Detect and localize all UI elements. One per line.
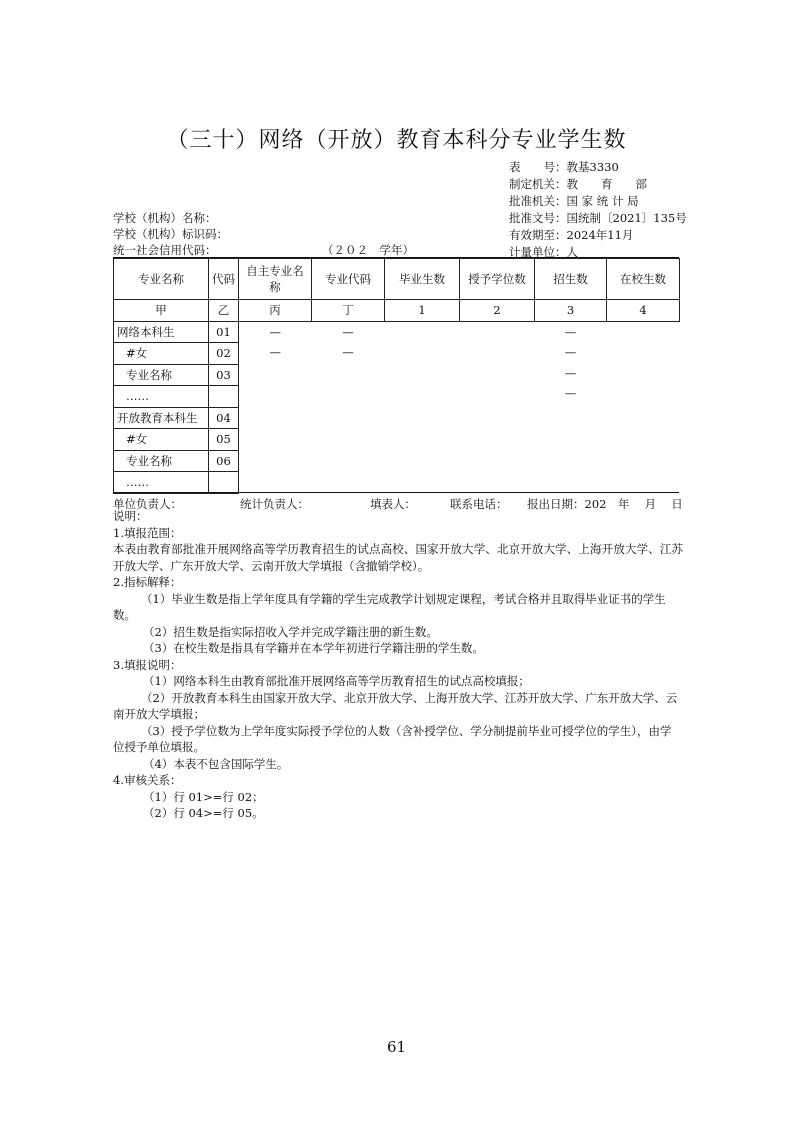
row-code <box>209 472 239 494</box>
dash-cell: — <box>564 365 577 380</box>
student-count-table <box>113 258 680 494</box>
dash-cell: — <box>342 324 354 339</box>
phone-label: 联系电话： <box>450 497 508 511</box>
dash-cell: — <box>564 386 577 400</box>
row-code: 06 <box>209 450 239 472</box>
school-id-label: 学校（机构）标识码： <box>113 227 228 241</box>
data-cell-blank <box>239 321 312 493</box>
table-index-row <box>114 300 680 322</box>
row-name: #女 <box>114 343 209 365</box>
row-code: 05 <box>209 429 239 451</box>
index-cell: 丙 <box>239 300 312 322</box>
school-year: （２０２ 学年） <box>322 243 414 257</box>
row-name: 专业名称 <box>114 364 209 386</box>
form-number: 表 号：教基3330 <box>509 160 619 174</box>
table-header-row <box>114 259 680 300</box>
header-major-code: 专业代码 <box>312 259 385 300</box>
note-line: 2.指标解释： <box>113 575 182 589</box>
row-code <box>209 386 239 408</box>
note-line: （3）在校生数是指具有学籍并在本学年初进行学籍注册的学生数。 <box>143 641 484 655</box>
note-line: （1）网络本科生由教育部批准开展网络高等学历教育招生的试点高校填报； <box>143 674 530 688</box>
row-name: …… <box>114 472 209 494</box>
note-line: （2）招生数是指实际招收入学并完成学籍注册的新生数。 <box>143 624 438 639</box>
school-name-label: 学校（机构）名称： <box>113 211 217 225</box>
header-custom-major-name: 自主专业名称 <box>239 259 312 300</box>
note-line: 4.审核关系： <box>113 773 182 787</box>
note-line: 本表由教育部批准开展网络高等学历教育招生的试点高校、国家开放大学、北京开放大学、上海开放大学、江苏开放大学、广东开放大学、云南开放大学填报（含撤销学校）。 <box>113 542 683 573</box>
index-cell: 丁 <box>312 300 385 322</box>
approval-authority: 批准机关：国 家 统 计 局 <box>509 194 639 208</box>
note-line: （1）行 01>=行 02； <box>143 789 264 804</box>
data-cell-blank <box>607 321 680 493</box>
data-cell-blank <box>385 321 460 493</box>
page-title: （三十）网络（开放）教育本科分专业学生数 <box>166 128 627 153</box>
note-line: （3）授予学位数为上学年度实际授予学位的人数（含补授学位、学分制提前毕业可授学位的学生），由学位授予单位填报。 <box>113 723 672 754</box>
index-cell: 3 <box>535 300 607 322</box>
row-code: 01 <box>209 321 239 343</box>
header-graduates: 毕业生数 <box>385 259 460 300</box>
dash-cell: — <box>564 345 577 359</box>
header-enrollment: 招生数 <box>535 259 607 300</box>
authority: 制定机关：教 育 部 <box>509 177 647 191</box>
approval-doc-number: 批准文号：国统制〔2021〕135号 <box>509 211 687 225</box>
row-code: 03 <box>209 364 239 386</box>
stat-head-label: 统计负责人： <box>240 497 309 511</box>
index-cell: 甲 <box>114 300 209 322</box>
index-cell: 1 <box>385 300 460 322</box>
header-major-name: 专业名称 <box>114 259 209 300</box>
credit-code-label: 统一社会信用代码： <box>113 243 217 257</box>
note-line: （4）本表不包含国际学生。 <box>143 756 289 771</box>
table-bottom-rule <box>113 492 679 493</box>
header-degrees-awarded: 授予学位数 <box>460 259 535 300</box>
header-students-in-school: 在校生数 <box>607 259 680 300</box>
measure-unit: 计量单位：人 <box>509 245 578 259</box>
dash-cell: — <box>564 324 577 339</box>
dash-cell: — <box>342 345 354 359</box>
dash-cell: — <box>269 324 281 339</box>
notes-section <box>113 508 683 822</box>
row-name: 专业名称 <box>114 450 209 472</box>
index-cell: 4 <box>607 300 680 322</box>
index-cell: 乙 <box>209 300 239 322</box>
row-name: #女 <box>114 429 209 451</box>
data-cell-blank <box>312 321 385 493</box>
note-line: 1.填报范围： <box>113 525 182 540</box>
row-name: 开放教育本科生 <box>114 407 209 429</box>
note-line: 说明： <box>113 509 148 523</box>
unit-head-label: 单位负责人： <box>113 497 182 511</box>
filler-label: 填表人： <box>370 497 416 511</box>
report-date-label: 报出日期：202 年 月 日 <box>527 497 683 511</box>
note-line: （1）毕业生数是指上学年度具有学籍的学生完成教学计划规定课程，考试合格并且取得毕业证书的学生数。 <box>113 591 666 622</box>
page-number: 61 <box>386 1038 407 1056</box>
note-line: （2）开放教育本科生由国家开放大学、北京开放大学、上海开放大学、江苏开放大学、广东开放大学、云南开放大学填报； <box>113 690 678 721</box>
table-row <box>114 321 680 343</box>
row-code: 04 <box>209 407 239 429</box>
note-line: 3.填报说明： <box>113 657 182 672</box>
note-line: （2）行 04>=行 05。 <box>143 806 264 820</box>
row-code: 02 <box>209 343 239 365</box>
form-meta-block <box>509 159 687 261</box>
index-cell: 2 <box>460 300 535 322</box>
header-code: 代码 <box>209 259 239 300</box>
data-cell-blank <box>460 321 535 493</box>
valid-until: 有效期至：2024年11月 <box>509 228 634 242</box>
data-cell-blank <box>535 321 607 493</box>
row-name: 网络本科生 <box>114 321 209 343</box>
dash-cell: — <box>269 345 281 359</box>
row-name: …… <box>114 386 209 408</box>
